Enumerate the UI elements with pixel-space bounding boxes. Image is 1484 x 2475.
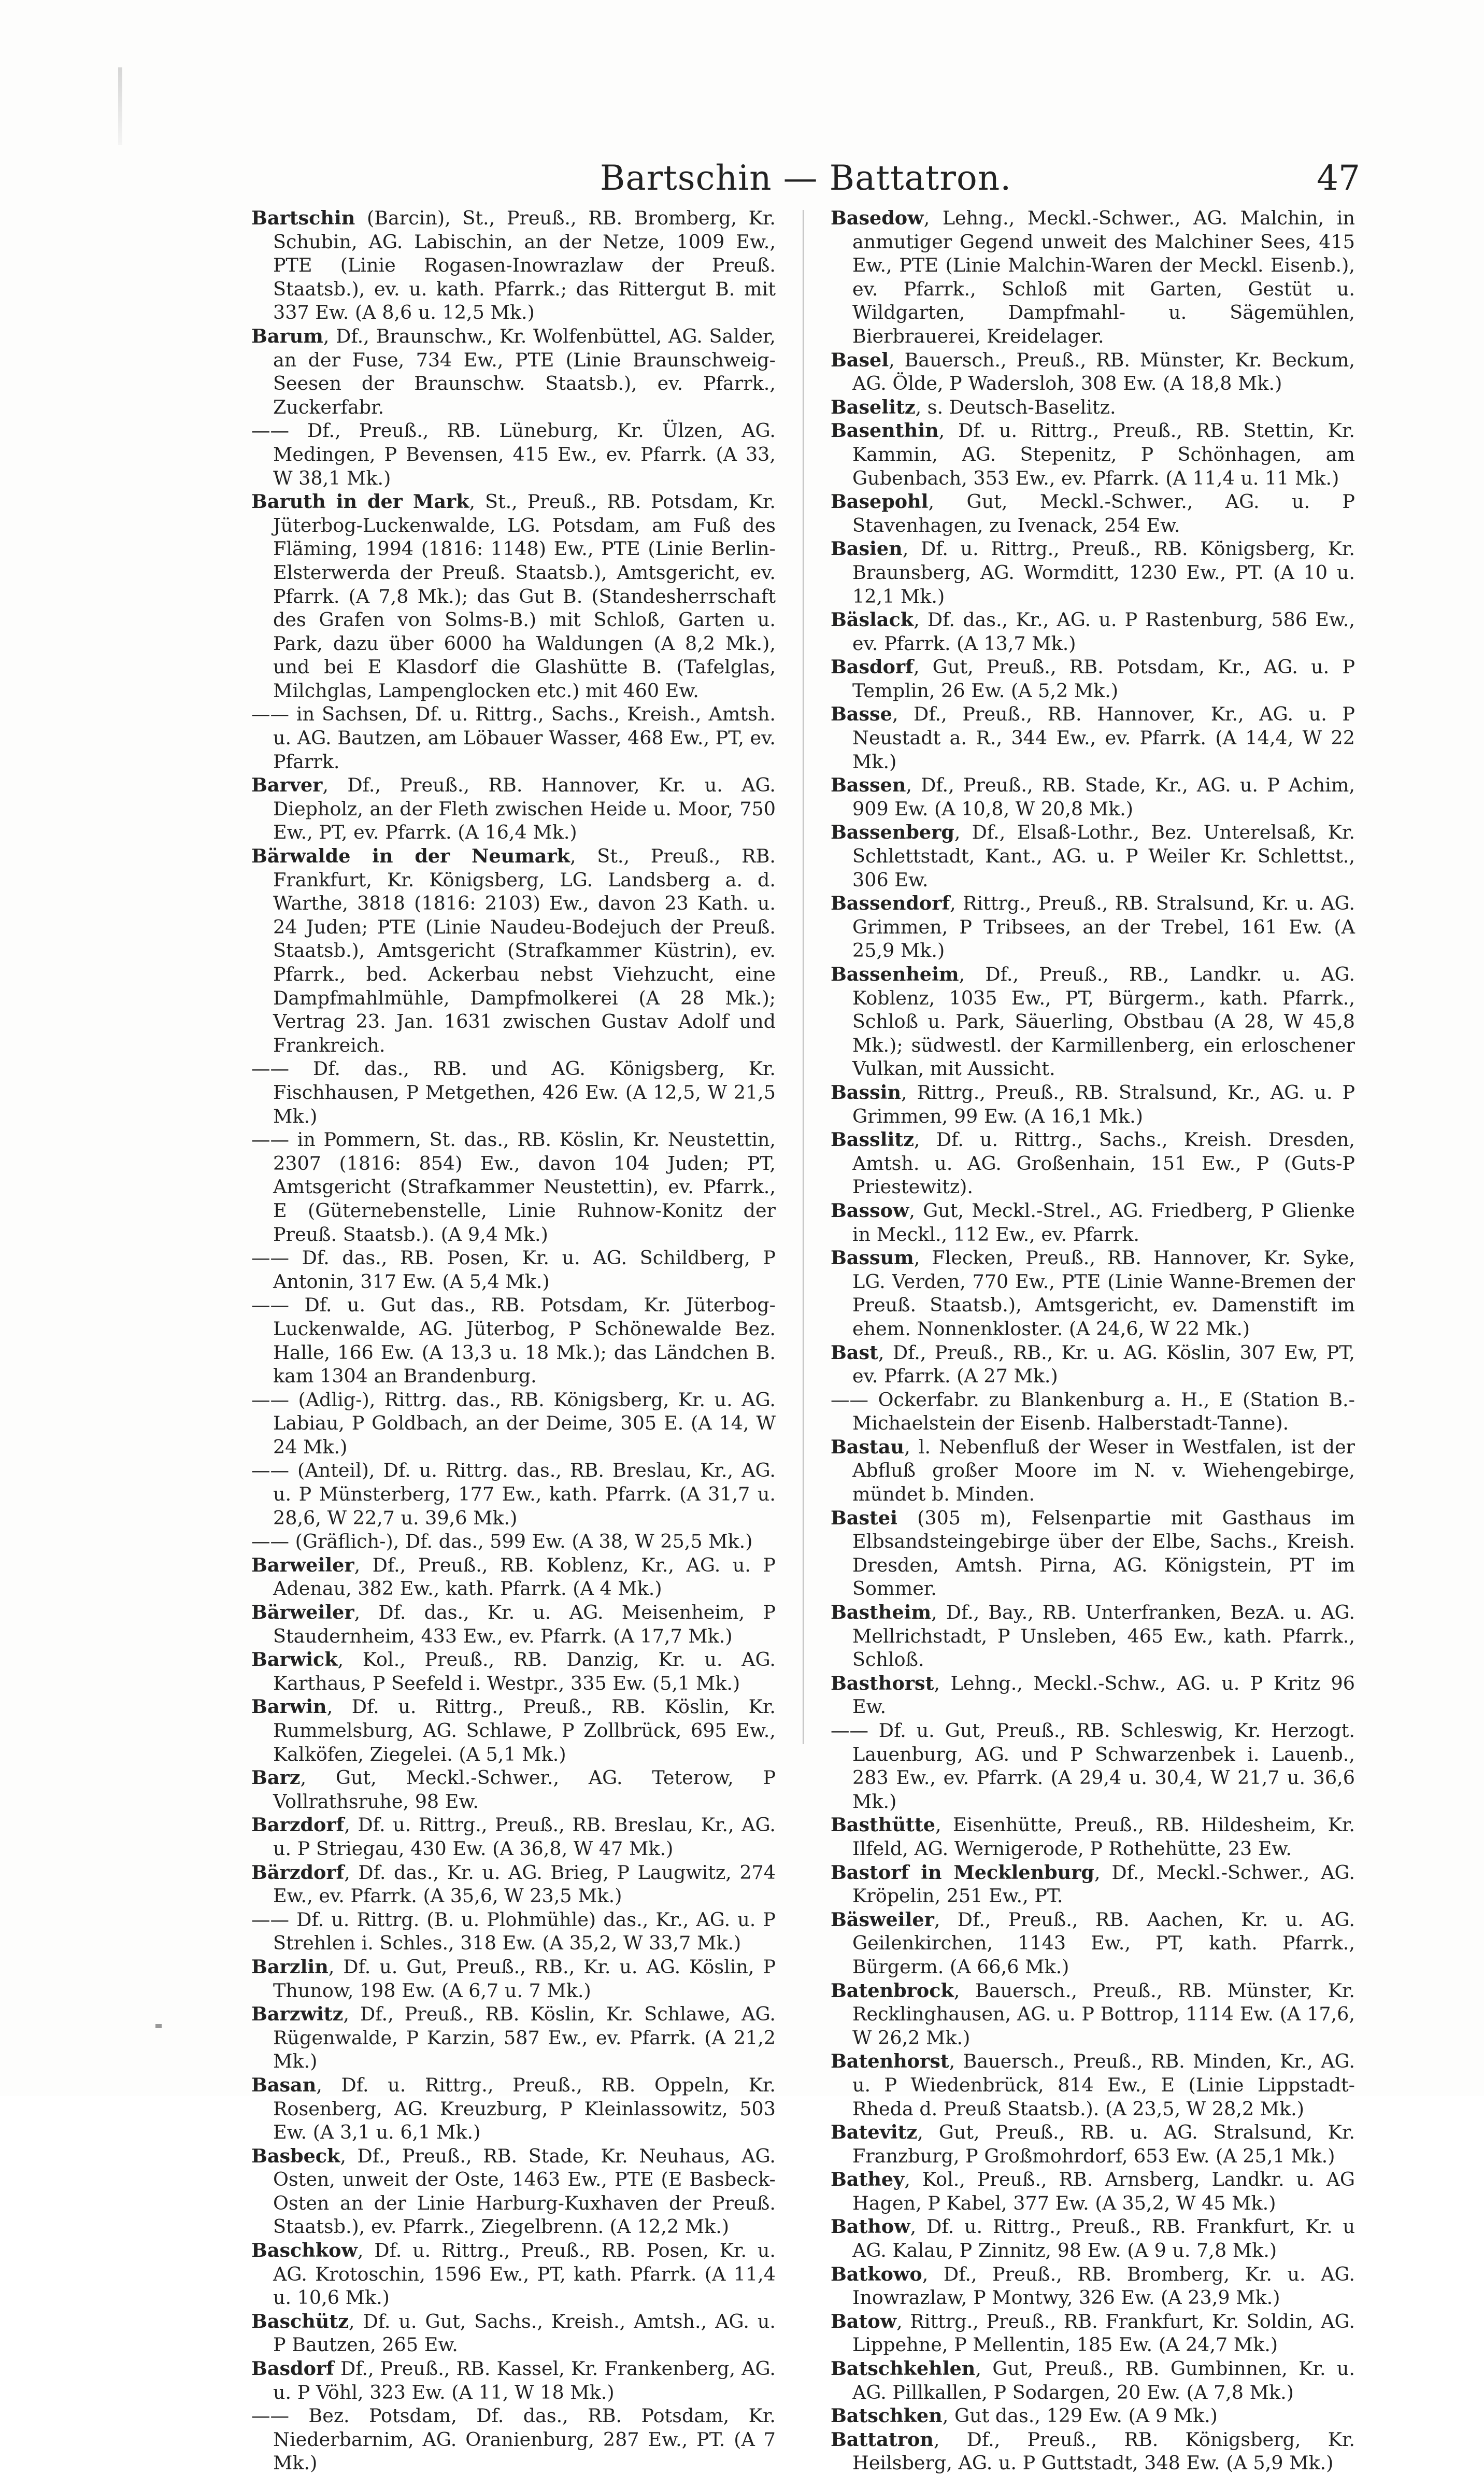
gazetteer-entry — [831, 963, 1355, 1081]
gazetteer-entry — [831, 2168, 1355, 2215]
entry-text: —— Df. u. Gut, Preuß., RB. Schleswig, Kr. Herzogt. Lauenburg, AG. und P Schwarzenbek i. Lauenb., 283 Ew., ev. Pfarrk. (A 29,4 u. 30,4, W 21,7 u. 36,6 Mk.) — [831, 1719, 1355, 1813]
gazetteer-entry — [251, 1459, 776, 1530]
entry-headword: Batevitz — [831, 2121, 918, 2144]
gazetteer-entry — [831, 395, 1355, 419]
entry-text: , Df., Preuß., RB. Köslin, Kr. Schlawe, AG. Rügenwalde, P Karzin, 587 Ew., ev. Pfarrk. (A 21,2 Mk.) — [273, 2003, 776, 2073]
entry-text: , Bauersch., Preuß., RB. Münster, Kr. Recklinghausen, AG. u. P Bottrop, 1114 Ew. (A 17,6, W 26,2 Mk.) — [852, 1979, 1355, 2049]
gazetteer-entry — [831, 348, 1355, 395]
entry-headword: Bassow — [831, 1199, 909, 1222]
entry-text: , Lehng., Meckl.-Schwer., AG. Malchin, in anmutiger Gegend unweit des Malchiner Sees, 415 Ew., PTE (Linie Malchin-Waren der Meckl. Eisenb.), ev. Pfarrk., Schloß mit Garten, Gestüt u. Wildgarten, Dampfmahl- u. Sägemühlen, Bierbrauerei, Kreidelager. — [852, 207, 1355, 347]
column-divider — [803, 210, 804, 1744]
gazetteer-entry — [831, 655, 1355, 702]
entry-text: , St., Preuß., RB. Potsdam, Kr. Jüterbog-Luckenwalde, LG. Potsdam, am Fuß des Fläming, 1994 (1816: 1148) Ew., PTE (Linie Berlin-Elsterwerda der Preuß. Staatsb.), Amtsgericht, ev. Pfarrk. (A 7,8 Mk.); das Gut B. (Standesherrschaft des Grafen von Solms-B.) mit Schloß, Garten u. Park, dazu über 6000 ha Waldungen (A 8,2 Mk.), und bei E Klasdorf die Glashütte B. (Tafelglas, Milchglas, Lampenglocken etc.) mit 460 Ew. — [273, 490, 776, 702]
entry-text: , Df., Preuß., RB. Koblenz, Kr., AG. u. P Adenau, 382 Ew., kath. Pfarrk. (A 4 Mk.) — [273, 1553, 776, 1600]
gazetteer-entry — [251, 1246, 776, 1293]
entry-headword: Batschken — [831, 2405, 943, 2427]
gazetteer-entry — [251, 1695, 776, 1766]
entry-headword: Bathey — [831, 2168, 905, 2191]
entry-headword: Bassen — [831, 774, 906, 797]
entry-text: , Df., Meckl.-Schwer., AG. Kröpelin, 251 Ew., PT. — [852, 1861, 1355, 1907]
entry-text: , Df., Preuß., RB. Stade, Kr. Neuhaus, AG. Osten, unweit der Oste, 1463 Ew., PTE (E Basbeck-Osten an der Linie Harburg-Kuxhaven der Preuß. Staatsb.), ev. Pfarrk., Ziegelbrenn. (A 12,2 Mk.) — [273, 2144, 776, 2238]
entry-text: , Df. u. Rittrg., Preuß., RB. Königsberg, Kr. Braunsberg, AG. Wormditt, 1230 Ew., PT. (A 10 u. 12,1 Mk.) — [852, 538, 1355, 607]
entry-text: , Gut, Meckl.-Strel., AG. Friedberg, P Glienke in Meckl., 112 Ew., ev. Pfarrk. — [852, 1199, 1355, 1246]
entry-text: , Gut, Meckl.-Schwer., AG. Teterow, P Vollrathsruhe, 98 Ew. — [273, 1766, 776, 1813]
gazetteer-entry — [831, 1199, 1355, 1246]
gazetteer-entry — [251, 844, 776, 1057]
entry-headword: Basdorf — [831, 656, 914, 678]
gazetteer-entry — [251, 1293, 776, 1388]
entry-text: , Rittrg., Preuß., RB. Stralsund, Kr., AG. u. P Grimmen, 99 Ew. (A 16,1 Mk.) — [852, 1081, 1355, 1127]
gazetteer-entry — [251, 1388, 776, 1459]
entry-text: , Df. u. Rittrg., Preuß., RB. Oppeln, Kr. Rosenberg, AG. Kreuzburg, P Kleinlassowitz, 503 Ew. (A 3,1 u. 6,1 Mk.) — [273, 2073, 776, 2144]
scan-edge-mark — [118, 67, 122, 145]
gazetteer-entry — [831, 608, 1355, 655]
entry-headword: Basepohl — [831, 490, 929, 513]
entry-headword: Batow — [831, 2310, 897, 2332]
gazetteer-entry — [251, 1908, 776, 1955]
entry-headword: Bastei — [831, 1506, 897, 1529]
entry-headword: Barzdorf — [251, 1814, 345, 1836]
entry-headword: Bassin — [831, 1081, 902, 1104]
page-number: 47 — [1317, 158, 1360, 198]
gazetteer-entry — [831, 1908, 1355, 1979]
entry-text: —— Bez. Potsdam, Df. das., RB. Potsdam, Kr. Niederbarnim, AG. Oranienburg, 287 Ew., PT. (A 7 Mk.) — [251, 2405, 776, 2474]
entry-headword: Baruth in der Mark — [251, 490, 469, 513]
entry-text: —— Df. u. Gut das., RB. Potsdam, Kr. Jüterbog-Luckenwalde, AG. Jüterbog, P Schönewalde Bez. Halle, 166 Ew. (A 13,3 u. 18 Mk.); das Ländchen B. kam 1304 an Brandenburg. — [251, 1294, 776, 1388]
gazetteer-entry — [251, 2357, 776, 2404]
entry-headword: Bärweiler — [251, 1601, 354, 1624]
entry-text: , Df., Preuß., RB. Stade, Kr., AG. u. P Achim, 909 Ew. (A 10,8, W 20,8 Mk.) — [852, 774, 1355, 820]
gazetteer-entry — [831, 2049, 1355, 2120]
entry-text: , Df., Preuß., RB., Landkr. u. AG. Koblenz, 1035 Ew., PT, Bürgerm., kath. Pfarrk., Schloß u. Park, Säuerling, Obstbau (A 28, W 45,8 Mk.); südwestl. der Karmillenberg, ein erloschener Vulkan, mit Aussicht. — [852, 963, 1355, 1080]
entry-text: , Df. u. Rittrg., Preuß., RB. Posen, Kr. u. AG. Krotoschin, 1596 Ew., PT, kath. Pfarrk. (A 11,4 u. 10,6 Mk.) — [273, 2239, 776, 2309]
entry-text: , Df. u. Rittrg., Preuß., RB. Köslin, Kr. Rummelsburg, AG. Schlawe, P Zollbrück, 695 Ew., Kalköfen, Ziegelei. (A 5,1 Mk.) — [273, 1695, 776, 1765]
gazetteer-entry — [831, 2357, 1355, 2404]
entry-text: —— (Adlig-), Rittrg. das., RB. Königsberg, Kr. u. AG. Labiau, P Goldbach, an der Deime, 305 E. (A 14, W 24 Mk.) — [251, 1388, 776, 1458]
gazetteer-entry — [831, 419, 1355, 490]
gazetteer-entry — [831, 773, 1355, 821]
entry-headword: Bärwalde in der Neumark — [251, 845, 570, 868]
entry-text: , Kol., Preuß., RB. Danzig, Kr. u. AG. Karthaus, P Seefeld i. Westpr., 335 Ew. (5,1 Mk.) — [273, 1648, 776, 1694]
entry-text: —— in Sachsen, Df. u. Rittrg., Sachs., Kreish., Amtsh. u. AG. Bautzen, am Löbauer Wasser, 468 Ew., PT, ev. Pfarrk. — [251, 703, 776, 773]
entry-headword: Bäslack — [831, 609, 914, 631]
gazetteer-entry — [251, 773, 776, 844]
gazetteer-entry — [251, 1813, 776, 1860]
entry-text: , s. Deutsch-Baselitz. — [915, 395, 1116, 418]
entry-text: , Df. u. Gut, Preuß., RB., Kr. u. AG. Köslin, P Thunow, 198 Ew. (A 6,7 u. 7 Mk.) — [273, 1955, 776, 2002]
entry-headword: Batschkehlen — [831, 2357, 976, 2380]
entry-text: , Df., Preuß., RB. Hannover, Kr. u. AG. Diepholz, an der Fleth zwischen Heide u. Moor, 750 Ew., PT, ev. Pfarrk. (A 16,4 Mk.) — [273, 774, 776, 844]
gazetteer-entry — [831, 1435, 1355, 1506]
gazetteer-entry — [831, 2428, 1355, 2475]
left-column — [251, 206, 776, 2475]
entry-headword: Basan — [251, 2073, 317, 2096]
entry-headword: Barwick — [251, 1648, 338, 1671]
entry-headword: Battatron — [831, 2428, 934, 2451]
gazetteer-entry — [831, 1719, 1355, 1813]
gazetteer-entry — [251, 419, 776, 490]
entry-headword: Barzlin — [251, 1955, 329, 1978]
gazetteer-entry — [831, 1672, 1355, 1719]
gazetteer-entry — [831, 702, 1355, 773]
entry-headword: Bassenberg — [831, 821, 954, 844]
entry-headword: Bassendorf — [831, 892, 950, 915]
gazetteer-entry — [251, 1955, 776, 2002]
entry-headword: Basedow — [831, 207, 924, 229]
entry-headword: Basse — [831, 703, 892, 726]
entry-text: , Df., Bay., RB. Unterfranken, BezA. u. AG. Mellrichstadt, P Unsleben, 465 Ew., kath. Pfarrk., Schloß. — [852, 1601, 1355, 1671]
gazetteer-entry — [251, 1648, 776, 1695]
entry-text: —— in Pommern, St. das., RB. Köslin, Kr. Neustettin, 2307 (1816: 854) Ew., davon 104 Juden; PT, Amtsgericht (Strafkammer Neustettin), ev. Pfarrk., E (Güternebenstelle, Linie Ruhnow-Konitz der Preuß. Staatsb.). (A 9,4 Mk.) — [251, 1128, 776, 1246]
gazetteer-entry — [831, 1081, 1355, 1128]
gazetteer-entry — [831, 2120, 1355, 2168]
entry-text: , Df., Preuß., RB. Bromberg, Kr. u. AG. Inowrazlaw, P Montwy, 326 Ew. (A 23,9 Mk.) — [852, 2262, 1355, 2309]
gazetteer-entry — [251, 2144, 776, 2239]
gazetteer-entry — [251, 1601, 776, 1648]
entry-text: , Df., Elsaß-Lothr., Bez. Unterelsaß, Kr. Schlettstadt, Kant., AG. u. P Weiler Kr. Schlettst., 306 Ew. — [852, 821, 1355, 891]
entry-text: , Df. das., Kr. u. AG. Brieg, P Laugwitz, 274 Ew., ev. Pfarrk. (A 35,6, W 23,5 Mk.) — [273, 1861, 776, 1907]
entry-headword: Barwin — [251, 1695, 327, 1718]
entry-headword: Bastau — [831, 1435, 905, 1458]
entry-text: , Df. u. Rittrg., Sachs., Kreish. Dresden, Amtsh. u. AG. Großenhain, 151 Ew., P (Guts-P Priestewitz). — [852, 1128, 1355, 1198]
entry-headword: Basslitz — [831, 1128, 914, 1151]
entry-text: , Df. das., Kr., AG. u. P Rastenburg, 586 Ew., ev. Pfarrk. (A 13,7 Mk.) — [852, 609, 1355, 655]
gazetteer-entry — [831, 1388, 1355, 1435]
entry-text: , Df. u. Rittrg., Preuß., RB. Frankfurt, Kr. u AG. Kalau, P Zinnitz, 98 Ew. (A 9 u. 7,8 Mk.) — [852, 2215, 1355, 2262]
gazetteer-entry — [831, 537, 1355, 608]
entry-headword: Baschkow — [251, 2239, 358, 2262]
gazetteer-entry — [831, 1341, 1355, 1388]
entry-text: , Lehng., Meckl.-Schw., AG. u. P Kritz 96 Ew. — [852, 1672, 1355, 1718]
entry-headword: Baselitz — [831, 395, 916, 418]
entry-text: , Df. das., Kr. u. AG. Meisenheim, P Staudernheim, 433 Ew., ev. Pfarrk. (A 17,7 Mk.) — [273, 1601, 776, 1647]
entry-headword: Bassenheim — [831, 963, 959, 985]
right-column — [831, 206, 1355, 2475]
entry-headword: Bärzdorf — [251, 1861, 345, 1884]
entry-text: , St., Preuß., RB. Frankfurt, Kr. Königsberg, LG. Landsberg a. d. Warthe, 3818 (1816: 2103) Ew., davon 23 Kath. u. 24 Juden; PTE (Linie Naudeu-Bodejuch der Preuß. Staatsb.), Amtsgericht (Strafkammer Küstrin), ev. Pfarrk., bed. Ackerbau nebst Viehzucht, eine Dampfmahlmühle, Dampfmolkerei (A 28 Mk.); Vertrag 23. Jan. 1631 zwischen Gustav Adolf und Frankreich. — [273, 845, 776, 1056]
entry-headword: Basbeck — [251, 2144, 340, 2167]
entry-text: , Gut, Meckl.-Schwer., AG. u. P Stavenhagen, zu Ivenack, 254 Ew. — [852, 490, 1355, 536]
entry-text: , Df., Preuß., RB. Hannover, Kr., AG. u. P Neustadt a. R., 344 Ew., ev. Pfarrk. (A 14,4, W 22 Mk.) — [852, 703, 1355, 773]
gazetteer-entry — [831, 892, 1355, 963]
entry-headword: Batenhorst — [831, 2050, 949, 2073]
entry-text: , Df., Preuß., RB. Königsberg, Kr. Heilsberg, AG. u. P Guttstadt, 348 Ew. (A 5,9 Mk.) — [852, 2428, 1355, 2474]
gazetteer-entry — [251, 1128, 776, 1246]
entry-headword: Barzwitz — [251, 2003, 344, 2026]
entry-text: , Eisenhütte, Preuß., RB. Hildesheim, Kr. Ilfeld, AG. Wernigerode, P Rothehütte, 23 Ew. — [852, 1814, 1355, 1860]
gazetteer-entry — [831, 1601, 1355, 1672]
entry-headword: Basthütte — [831, 1814, 935, 1836]
entry-headword: Bäsweiler — [831, 1908, 934, 1931]
entry-text: , Gut, Preuß., RB. u. AG. Stralsund, Kr. Franzburg, P Großmohrdorf, 653 Ew. (A 25,1 Mk.) — [852, 2121, 1355, 2167]
entry-text: —— Df., Preuß., RB. Lüneburg, Kr. Ülzen, AG. Medingen, P Bevensen, 415 Ew., ev. Pfarrk. (A 33, W 38,1 Mk.) — [251, 419, 776, 489]
gazetteer-entry — [831, 1861, 1355, 1908]
gazetteer-entry — [251, 324, 776, 419]
entry-text: , Gut, Preuß., RB. Potsdam, Kr., AG. u. P Templin, 26 Ew. (A 5,2 Mk.) — [852, 656, 1355, 702]
entry-text: (Barcin), St., Preuß., RB. Bromberg, Kr. Schubin, AG. Labischin, an der Netze, 1009 Ew., PTE (Linie Rogasen-Inowrazlaw der Preuß. Staatsb.), ev. u. kath. Pfarrk.; das Rittergut B. mit 337 Ew. (A 8,6 u. 12,5 Mk.) — [273, 207, 776, 324]
entry-headword: Batkowo — [831, 2262, 922, 2285]
entry-headword: Basenthin — [831, 419, 939, 442]
gazetteer-entry — [831, 1813, 1355, 1860]
entry-text: , Df. u. Rittrg., Preuß., RB. Stettin, Kr. Kammin, AG. Stepenitz, P Schönhagen, am Gubenbach, 353 Ew., ev. Pfarrk. (A 11,4 u. 11 Mk.) — [852, 419, 1355, 489]
gazetteer-entry — [831, 2404, 1355, 2428]
gazetteer-entry — [831, 2262, 1355, 2310]
entry-headword: Bastorf in Mecklenburg — [831, 1861, 1094, 1884]
gazetteer-entry — [831, 490, 1355, 537]
gazetteer-entry — [251, 2002, 776, 2073]
entry-text: , Df., Preuß., RB., Kr. u. AG. Köslin, 307 Ew, PT, ev. Pfarrk. (A 27 Mk.) — [852, 1341, 1355, 1388]
entry-headword: Basel — [831, 348, 889, 371]
entry-text: , Df., Braunschw., Kr. Wolfenbüttel, AG. Salder, an der Fuse, 734 Ew., PTE (Linie Braunschweig-Seesen der Braunschw. Staatsb.), ev. Pfarrk., Zuckerfabr. — [273, 324, 776, 418]
entry-headword: Bast — [831, 1341, 878, 1364]
entry-text: (305 m), Felsenpartie mit Gasthaus im Elbsandsteingebirge über der Elbe, Sachs., Kreish. Dresden, Amtsh. Pirna, AG. Königstein, PT im Sommer. — [852, 1506, 1355, 1600]
entry-headword: Bassum — [831, 1247, 914, 1269]
entry-text: —— Ockerfabr. zu Blankenburg a. H., E (Station B.-Michaelstein der Eisenb. Halberstadt-Tanne). — [831, 1388, 1355, 1435]
gazetteer-entry — [251, 206, 776, 324]
entry-text: —— Df. u. Rittrg. (B. u. Plohmühle) das., Kr., AG. u. P Strehlen i. Schles., 318 Ew. (A 35,2, W 33,7 Mk.) — [251, 1908, 776, 1955]
entry-text: , Bauersch., Preuß., RB. Münster, Kr. Beckum, AG. Ölde, P Wadersloh, 308 Ew. (A 18,8 Mk.) — [852, 348, 1355, 395]
entry-text: , Df. u. Gut, Sachs., Kreish., Amtsh., AG. u. P Bautzen, 265 Ew. — [273, 2310, 776, 2356]
entry-headword: Barz — [251, 1766, 301, 1789]
entry-text: , Rittrg., Preuß., RB. Stralsund, Kr. u. AG. Grimmen, P Tribsees, an der Trebel, 161 Ew. (A 25,9 Mk.) — [852, 892, 1355, 962]
gazetteer-entry — [831, 1506, 1355, 1601]
entry-headword: Barver — [251, 774, 323, 797]
gazetteer-entry — [831, 1128, 1355, 1199]
entry-headword: Basthorst — [831, 1672, 934, 1694]
gazetteer-entry — [251, 2310, 776, 2357]
entry-text: Df., Preuß., RB. Kassel, Kr. Frankenberg, AG. u. P Vöhl, 323 Ew. (A 11, W 18 Mk.) — [273, 2357, 776, 2403]
gazetteer-entry — [251, 1057, 776, 1128]
entry-text: , Df., Preuß., RB. Aachen, Kr. u. AG. Geilenkirchen, 1143 Ew., PT, kath. Pfarrk., Bürgerm. (A 66,6 Mk.) — [852, 1908, 1355, 1978]
entry-headword: Basien — [831, 538, 903, 560]
entry-text: , Rittrg., Preuß., RB. Frankfurt, Kr. Soldin, AG. Lippehne, P Mellentin, 185 Ew. (A 24,7 Mk.) — [852, 2310, 1355, 2356]
entry-text: , Flecken, Preuß., RB. Hannover, Kr. Syke, LG. Verden, 770 Ew., PTE (Linie Wanne-Bremen der Preuß. Staatsb.), Amtsgericht, ev. Damenstift im ehem. Nonnenkloster. (A 24,6, W 22 Mk.) — [852, 1247, 1355, 1340]
entry-text: —— Df. das., RB. Posen, Kr. u. AG. Schildberg, P Antonin, 317 Ew. (A 5,4 Mk.) — [251, 1247, 776, 1293]
gazetteer-entry — [251, 490, 776, 702]
running-head: Bartschin — Battatron. — [600, 158, 1012, 198]
gazetteer-entry — [831, 206, 1355, 348]
entry-text: , l. Nebenfluß der Weser in Westfalen, ist der Abfluß großer Moore im N. v. Wiehengebirge, mündet b. Minden. — [852, 1435, 1355, 1506]
entry-headword: Batenbrock — [831, 1979, 954, 2002]
gazetteer-entry — [831, 1246, 1355, 1340]
gazetteer-entry — [251, 2073, 776, 2144]
entry-text: —— (Anteil), Df. u. Rittrg. das., RB. Breslau, Kr., AG. u. P Münsterberg, 177 Ew., kath. Pfarrk. (A 31,7 u. 28,6, W 22,7 u. 39,6 Mk.) — [251, 1459, 776, 1529]
entry-text: , Gut das., 129 Ew. (A 9 Mk.) — [942, 2405, 1218, 2427]
entry-headword: Bastheim — [831, 1601, 932, 1624]
entry-headword: Baschütz — [251, 2310, 349, 2332]
gazetteer-entry — [831, 2310, 1355, 2357]
entry-headword: Bathow — [831, 2215, 910, 2238]
entry-text: , Kol., Preuß., RB. Arnsberg, Landkr. u. AG Hagen, P Kabel, 377 Ew. (A 35,2, W 45 Mk.) — [852, 2168, 1355, 2214]
gazetteer-entry — [831, 2215, 1355, 2262]
gazetteer-entry — [251, 1553, 776, 1601]
gazetteer-entry — [251, 702, 776, 773]
entry-headword: Bartschin — [251, 207, 355, 229]
entry-text: , Gut, Preuß., RB. Gumbinnen, Kr. u. AG. Pillkallen, P Sodargen, 20 Ew. (A 7,8 Mk.) — [852, 2357, 1355, 2403]
entry-headword: Barum — [251, 324, 323, 347]
scan-dust-mark — [155, 2024, 162, 2028]
page-header — [251, 153, 1360, 205]
entry-headword: Barweiler — [251, 1553, 354, 1576]
entry-text: —— Df. das., RB. und AG. Königsberg, Kr. Fischhausen, P Metgethen, 426 Ew. (A 12,5, W 21,5 Mk.) — [251, 1057, 776, 1127]
gazetteer-entry — [831, 1979, 1355, 2050]
gazetteer-entry — [251, 1766, 776, 1813]
gazetteer-entry — [251, 1530, 776, 1553]
entry-headword: Basdorf — [251, 2357, 334, 2380]
entry-text: , Df. u. Rittrg., Preuß., RB. Breslau, Kr., AG. u. P Striegau, 430 Ew. (A 36,8, W 47 Mk.) — [273, 1814, 776, 1860]
gazetteer-entry — [251, 1861, 776, 1908]
gazetteer-entry — [251, 2404, 776, 2475]
gazetteer-entry — [251, 2239, 776, 2310]
entry-text: , Bauersch., Preuß., RB. Minden, Kr., AG. u. P Wiedenbrück, 814 Ew., E (Linie Lippstadt-Rheda d. Preuß Staatsb.). (A 23,5, W 28,2 Mk.) — [852, 2050, 1355, 2120]
entry-text: —— (Gräflich-), Df. das., 599 Ew. (A 38, W 25,5 Mk.) — [251, 1530, 753, 1553]
gazetteer-entry — [831, 821, 1355, 892]
